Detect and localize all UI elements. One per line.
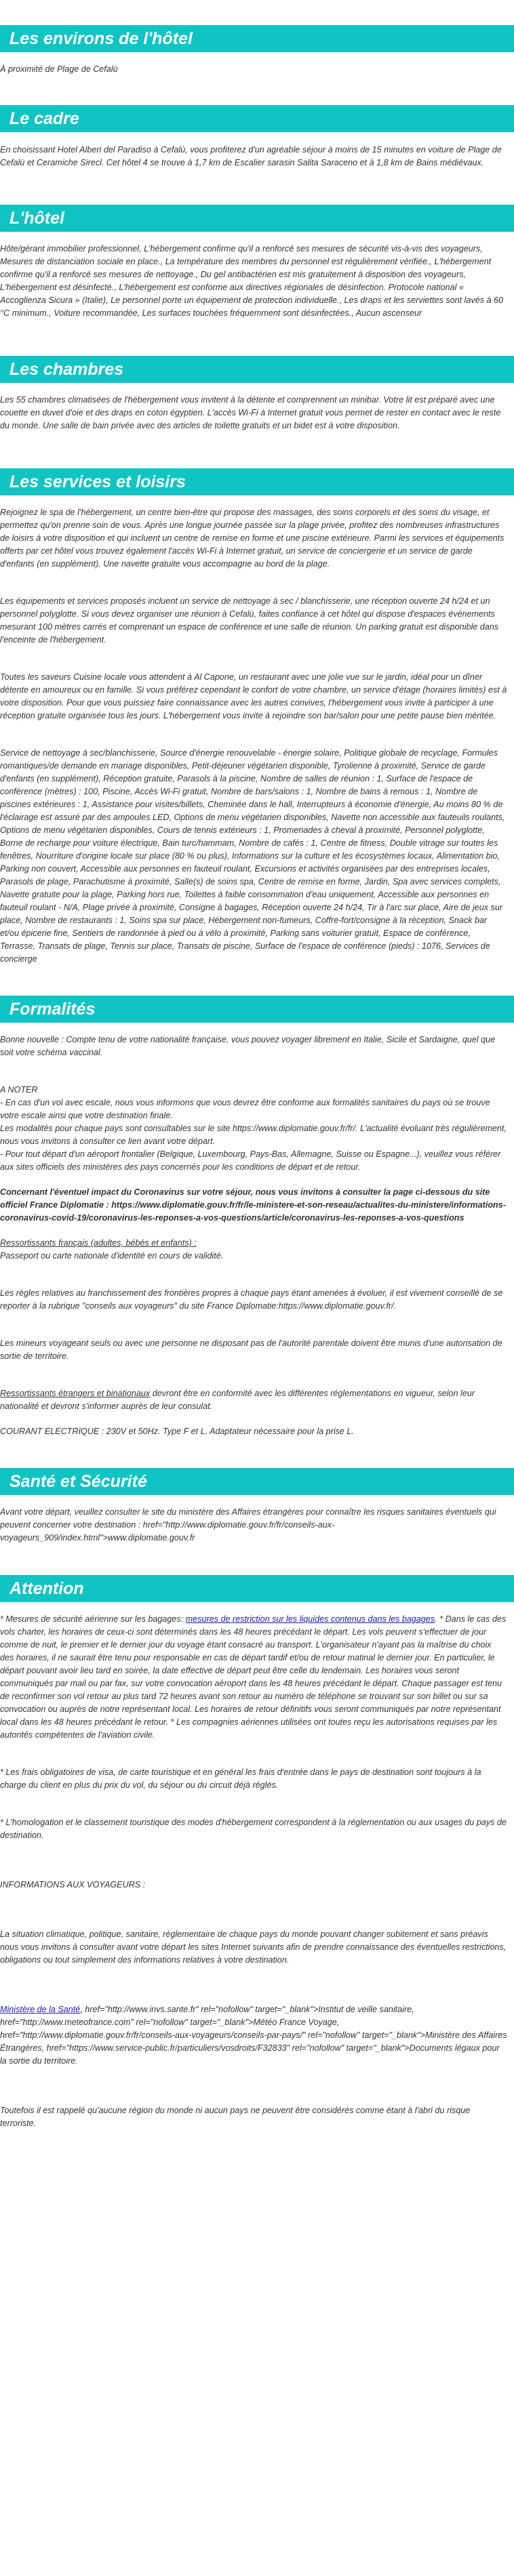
formalites-ressortissants-title: Ressortissants français (adultes, bébés et enfants) : — [0, 1238, 197, 1248]
formalites-note-1: - En cas d'un vol avec escale, nous vous informons que vous devrez être conforme aux formalités sanitaires du pays où se trouve votre escale ainsi que votre destination finale. — [0, 1098, 490, 1120]
sante-text: Avant votre départ, veuillez consulter le site du ministère des Affaires étrangères pour connaître les risques sanitaires éventuels qui peuvent concerner votre destination : href="http://www.diplomatie.gouv.fr/fr/conseils-aux-voyageurs_909/index.html">www.diplomatie.gouv.fr — [0, 1507, 496, 1542]
section-header-hotel: L'hôtel — [0, 205, 514, 232]
services-text-3: Toutes les saveurs Cuisine locale vous attendent à Al Capone, un restaurant avec une jolie vue sur le jardin, idéal pour un dîner détente en amoureux ou en famille. Si vous préférez cependant le confort de votre chambre, un service d'étage (horaires limités) est à votre disposition. Pour que vous puissiez faire connaissance avec les autres convives, l'hébergement vous invite à participer à une réception gratuite organisée tous les jours. L'hébergement vous invite à rejoindre son bar/salon pour une petite pause bien méritée. — [0, 672, 507, 720]
ministere-sante-link[interactable]: Ministère de la Santé — [0, 2005, 81, 2014]
formalites-covid: Concernant l'éventuel impact du Coronavirus sur votre séjour, nous vous invitons à consulter la page ci-dessous du site officiel France Diplomatie : https://www.diplomatie.gouv.fr/fr/le-ministere-et-son-reseau/actualites-du-ministere/informations-coronavirus-covid-19/coronavirus-les-reponses-a-vos-questions/article/coronavirus-les-reponses-a-vos-questions — [0, 1187, 506, 1223]
etrangers-text: devront être en conformité avec les différentes réglementations en vigueur, selon leur nationalité et devront s'informer auprès de leur consulat. — [0, 1389, 475, 1411]
environs-text: À proximité de Plage de Cefalù — [0, 64, 118, 74]
section-header-services: Les services et loisirs — [0, 468, 514, 495]
services-text-2: Les équipements et services proposés incluent un service de nettoyage à sec / blanchisserie, une réception ouverte 24 h/24 et un personnel polyglotte. Si vous devez organiser une réunion à Cefalù, faites confiance à cet hôtel qui dispose d'espaces événements mesurant 100 mètres carrés et comprenant un espace de conférence et une salle de réunion. Un parking gratuit est disponible dans l'enceinte de l'hébergement. — [0, 596, 499, 645]
services-text-1: Rejoignez le spa de l'hébergement, un centre bien-être qui propose des massages, des soins corporels et des soins du visage, et permettez qu'on prenne soin de vous. Après une longue journée passée sur la plage privée, profitez des nombreuses infrastructures de loisirs à votre disposition et qui incluent un centre de remise en forme et une piscine extérieure. Parmi les services et équipements offerts par cet hôtel vous trouvez également l'accès Wi-Fi à Internet gratuit, un service de conciergerie et un service de garde d'enfants (en supplément). Une navette gratuite vous accompagne au bord de la plage. — [0, 508, 505, 569]
attention-text-3: * L'homologation et le classement touristique des modes d'hébergement correspondent à la réglementation ou aux usages du pays de destination. — [0, 1818, 507, 1840]
formalites-ressortissants-text: Passeport ou carte nationale d'identité en cours de validité. — [0, 1251, 224, 1261]
section-header-cadre: Le cadre — [0, 105, 514, 132]
attention-text-1 — [0, 1613, 514, 1742]
formalites-courant: COURANT ELECTRIQUE : 230V et 50Hz. Type F et L. Adaptateur nécessaire pour la prise L. — [0, 1427, 354, 1436]
attention-text-2: * Les frais obligatoires de visa, de carte touristique et en général les frais d'entrée dans le pays de destination sont toujours à la charge du client en plus du prix du vol, du séjour ou du circuit déjà réglés. — [0, 1767, 481, 1790]
section-header-sante: Santé et Sécurité — [0, 1468, 514, 1495]
attention-text-4: La situation climatique, politique, sanitaire, réglementaire de chaque pays du monde pouvant changer subitement et sans préavis nous vous invitons à consulter avant votre départ les sites Internet suivants afin de prendre connaissance des éventuelles restrictions, obligations ou tout simplement des informations relatives à votre destination. — [0, 1929, 507, 1965]
chambres-text: Les 55 chambres climatisées de l'hébergement vous invitent à la détente et comprennent un minibar. Votre lit est préparé avec une couette en duvet d'oie et des draps en coton égyptien. L'accès Wi-Fi à Internet gratuit vous permet de rester en contact avec le reste du monde. Une salle de bain privée avec des articles de toilette gratuits et un bidet est à votre disposition. — [0, 395, 501, 430]
section-header-chambres: Les chambres — [0, 356, 514, 383]
section-header-formalites: Formalités — [0, 996, 514, 1023]
formalites-mineurs: Les mineurs voyageant seuls ou avec une personne ne disposant pas de l'autorité parentale doivent être munis d'une autorisation de sortie de territoire. — [0, 1338, 502, 1361]
section-header-attention: Attention — [0, 1575, 514, 1602]
formalites-etrangers — [0, 1387, 514, 1413]
services-text-4: Service de nettoyage à sec/blanchisserie, Source d'énergie renouvelable - énergie solaire, Politique globale de recyclage, Formules romantiques/de demande en mariage disponibles, Petit-déjeuner végétarien disponible, Tyrolienne à proximité, Service de garde d'enfants (en supplément), Réception gratuite, Parasols à la piscine, Nombre de salles de réunion : 1, Surface de l'espace de conférence (mètres) : 100, Piscine, Accès Wi-Fi gratuit, Nombre de bars/salons : 1, Nombre de bains à remous : 1, Nombre de piscines extérieures : 1, Assistance pour visites/billets, Cheminée dans le hall, Interrupteurs à économie d'énergie, Au moins 80 % de l'éclairage est assuré par des ampoules LED, Options de menu végétarien disponibles, Navette non accessible aux fauteuils roulants, Options de menu végétarien disponibles, Cours de tennis extérieurs : 1, Promenades à cheval à proximité, Personnel polyglotte, Borne de recharge pour voiture électrique, Bain turc/hammam, Nombre de cafés : 1, Centre de fitness, Double vitrage sur toutes les fenêtres, Nourriture d'origine locale sur place (80 % ou plus), Informations sur la culture et les écosystèmes locaux, Alimentation bio, Parking non couvert, Accessible aux personnes en fauteuil roulant, Excursions et activités organisées par des entreprises locales, Parasols de plage, Parachutisme à proximité, Salle(s) de soins spa, Centre de remise en forme, Jardin, Spa avec services complets, Navette gratuite pour la plage, Parking hors rue, Toilettes à faible consommation d'eau uniquement, Accessible aux personnes en fauteuil roulant - N/A, Plage privée à proximité, Consigne à bagages, Réception ouverte 24 h/24, Tir à l'arc sur place, Aire de jeux sur place, Nombre de restaurants : 1, Soins spa sur place, Hébergement non-fumeurs, Coffre-fort/consigne à la réception, Snack bar et/ou épicerie fine, Sentiers de randonnée à pied ou à vélo à proximité, Parking sans voiturier gratuit, Espace de conférence, Terrasse, Transats de plage, Tennis sur place, Transats de piscine, Surface de l'espace de conférence (pieds) : 1076, Services de concierge — [0, 748, 505, 964]
section-header-environs: Les environs de l'hôtel — [0, 25, 514, 52]
attention-text-6: Toutefois il est rappelé qu'aucune région du monde ni aucun pays ne peuvent être considérés comme étant à l'abri du risque terroriste. — [0, 2106, 471, 2128]
attention-p1-pre: * Mesures de sécurité aérienne sur les bagages: — [0, 1614, 186, 1624]
formalites-note-2: Les modalités pour chaque pays sont consultables sur le site https://www.diplomatie.gouv.fr/fr/. L'actualité évoluant très régulièrement, nous vous invitons à consulter ce lien avant votre départ. — [0, 1124, 507, 1146]
hotel-text: Hôte/gérant immobilier professionnel, L'hébergement confirme qu'il a renforcé ses mesures de sécurité vis-à-vis des voyageurs, Mesures de distanciation sociale en place., La température des membres du personnel est régulièrement vérifiée., L'hébergement confirme qu'il a renforcé ses mesures de nettoyage., Du gel antibactérien est mis gratuitement à disposition des voyageurs, L'hébergement est désinfecté., L'hébergement est conforme aux directives régionales de désinfection. Protocole national « Accoglienza Sicura » (Italie), Le personnel porte un équipement de protection individuelle., Les draps et les serviettes sont lavés à 60 °C minimum., Voiture recommandée, Les surfaces touchées fréquemment sont désinfectées., Aucun ascenseur — [0, 244, 504, 318]
attention-text-5 — [0, 2003, 514, 2068]
formalites-intro: Bonne nouvelle : Compte tenu de votre nationalité française, vous pouvez voyager librement en Italie, Sicile et Sardaigne, quel que soit votre schéma vaccinal. — [0, 1035, 496, 1057]
formalites-a-noter: A NOTER — [0, 1085, 38, 1095]
etrangers-link[interactable]: Ressortissants étrangers et binationaux — [0, 1389, 151, 1398]
formalites-note-3: - Pour tout départ d'un aéroport frontalier (Belgique, Luxembourg, Pays-Bas, Allemagne, Suisse ou Espagne...), veuillez vous référer aux sites officiels des ministères des pays concernés pour les conditions de départ et de retour. — [0, 1149, 501, 1172]
formalites-regles: Les règles relatives au franchissement des frontières propres à chaque pays étant amenées à évoluer, il est vivement conseillé de se reporter à la rubrique "conseils aux voyageurs" du site France Diplomatie:https://www.diplomatie.gouv.fr/. — [0, 1288, 503, 1311]
attention-info-title: INFORMATIONS AUX VOYAGEURS : — [0, 1880, 146, 1889]
attention-p1-post: . * Dans le cas des vols charter, les horaires de ceux-ci sont déterminés dans les 48 heures précédant le départ. Les vols peuvent s'effectuer de jour comme de nuit, le premier et le dernier jour du voyage étant consacré au transport. L'organisateur n'ayant pas la maîtrise du choix des horaires, il ne saurait être tenu pour responsable en cas de départ tardif et/ou de retour matinal le dernier jour. En particulier, le départ pouvant avoir lieu tard en soirée, la date effective de départ peut être celle du lendemain. Les horaires vous seront communiqués par mail ou par fax, sur votre convocation aéroport dans les 48 heures précédant le départ. Chaque passager est tenu de reconfirmer son vol retour au plus tard 72 heures avant son retour au numéro de téléphone se trouvant sur son billet ou sur sa convocation ou auprès de notre représentant local. Les horaires de retour définitifs vous seront communiqués par notre représentant local dans les 48 heures précédant le retour. * Les compagnies aériennes utilisées ont toutes reçu les autorisations requises par les autorités compétentes de l'aviation civile. — [0, 1614, 507, 1740]
liquids-restriction-link[interactable]: mesures de restriction sur les liquides contenus dans les bagages — [185, 1614, 435, 1624]
attention-p5-text: , href="http://www.invs.sante.fr" rel="nofollow" target="_blank">Institut de veille sanitaire, href="http://www.meteofrance.com" rel="nofollow" target="_blank">Météo France Voyage, href="http://www.diplomatie.gouv.fr/fr/conseils-aux-voyageurs/conseils-par-pays/" rel="nofollow" target="_blank">Ministère des Affaires Étrangères, href="https://www.service-public.fr/particuliers/vosdroits/F32833" rel="nofollow" target="_blank">Documents légaux pour la sortie du territoire. — [0, 2005, 507, 2066]
cadre-text: En choisissant Hotel Alberi del Paradiso à Cefalù, vous profiterez d'un agréable séjour à moins de 15 minutes en voiture de Plage de Cefalù et Ceramiche Sirecl. Cet hôtel 4 se trouve à 1,7 km de Escalier sarasin Salita Saraceno et à 1,8 km de Bains médiévaux. — [0, 145, 502, 167]
